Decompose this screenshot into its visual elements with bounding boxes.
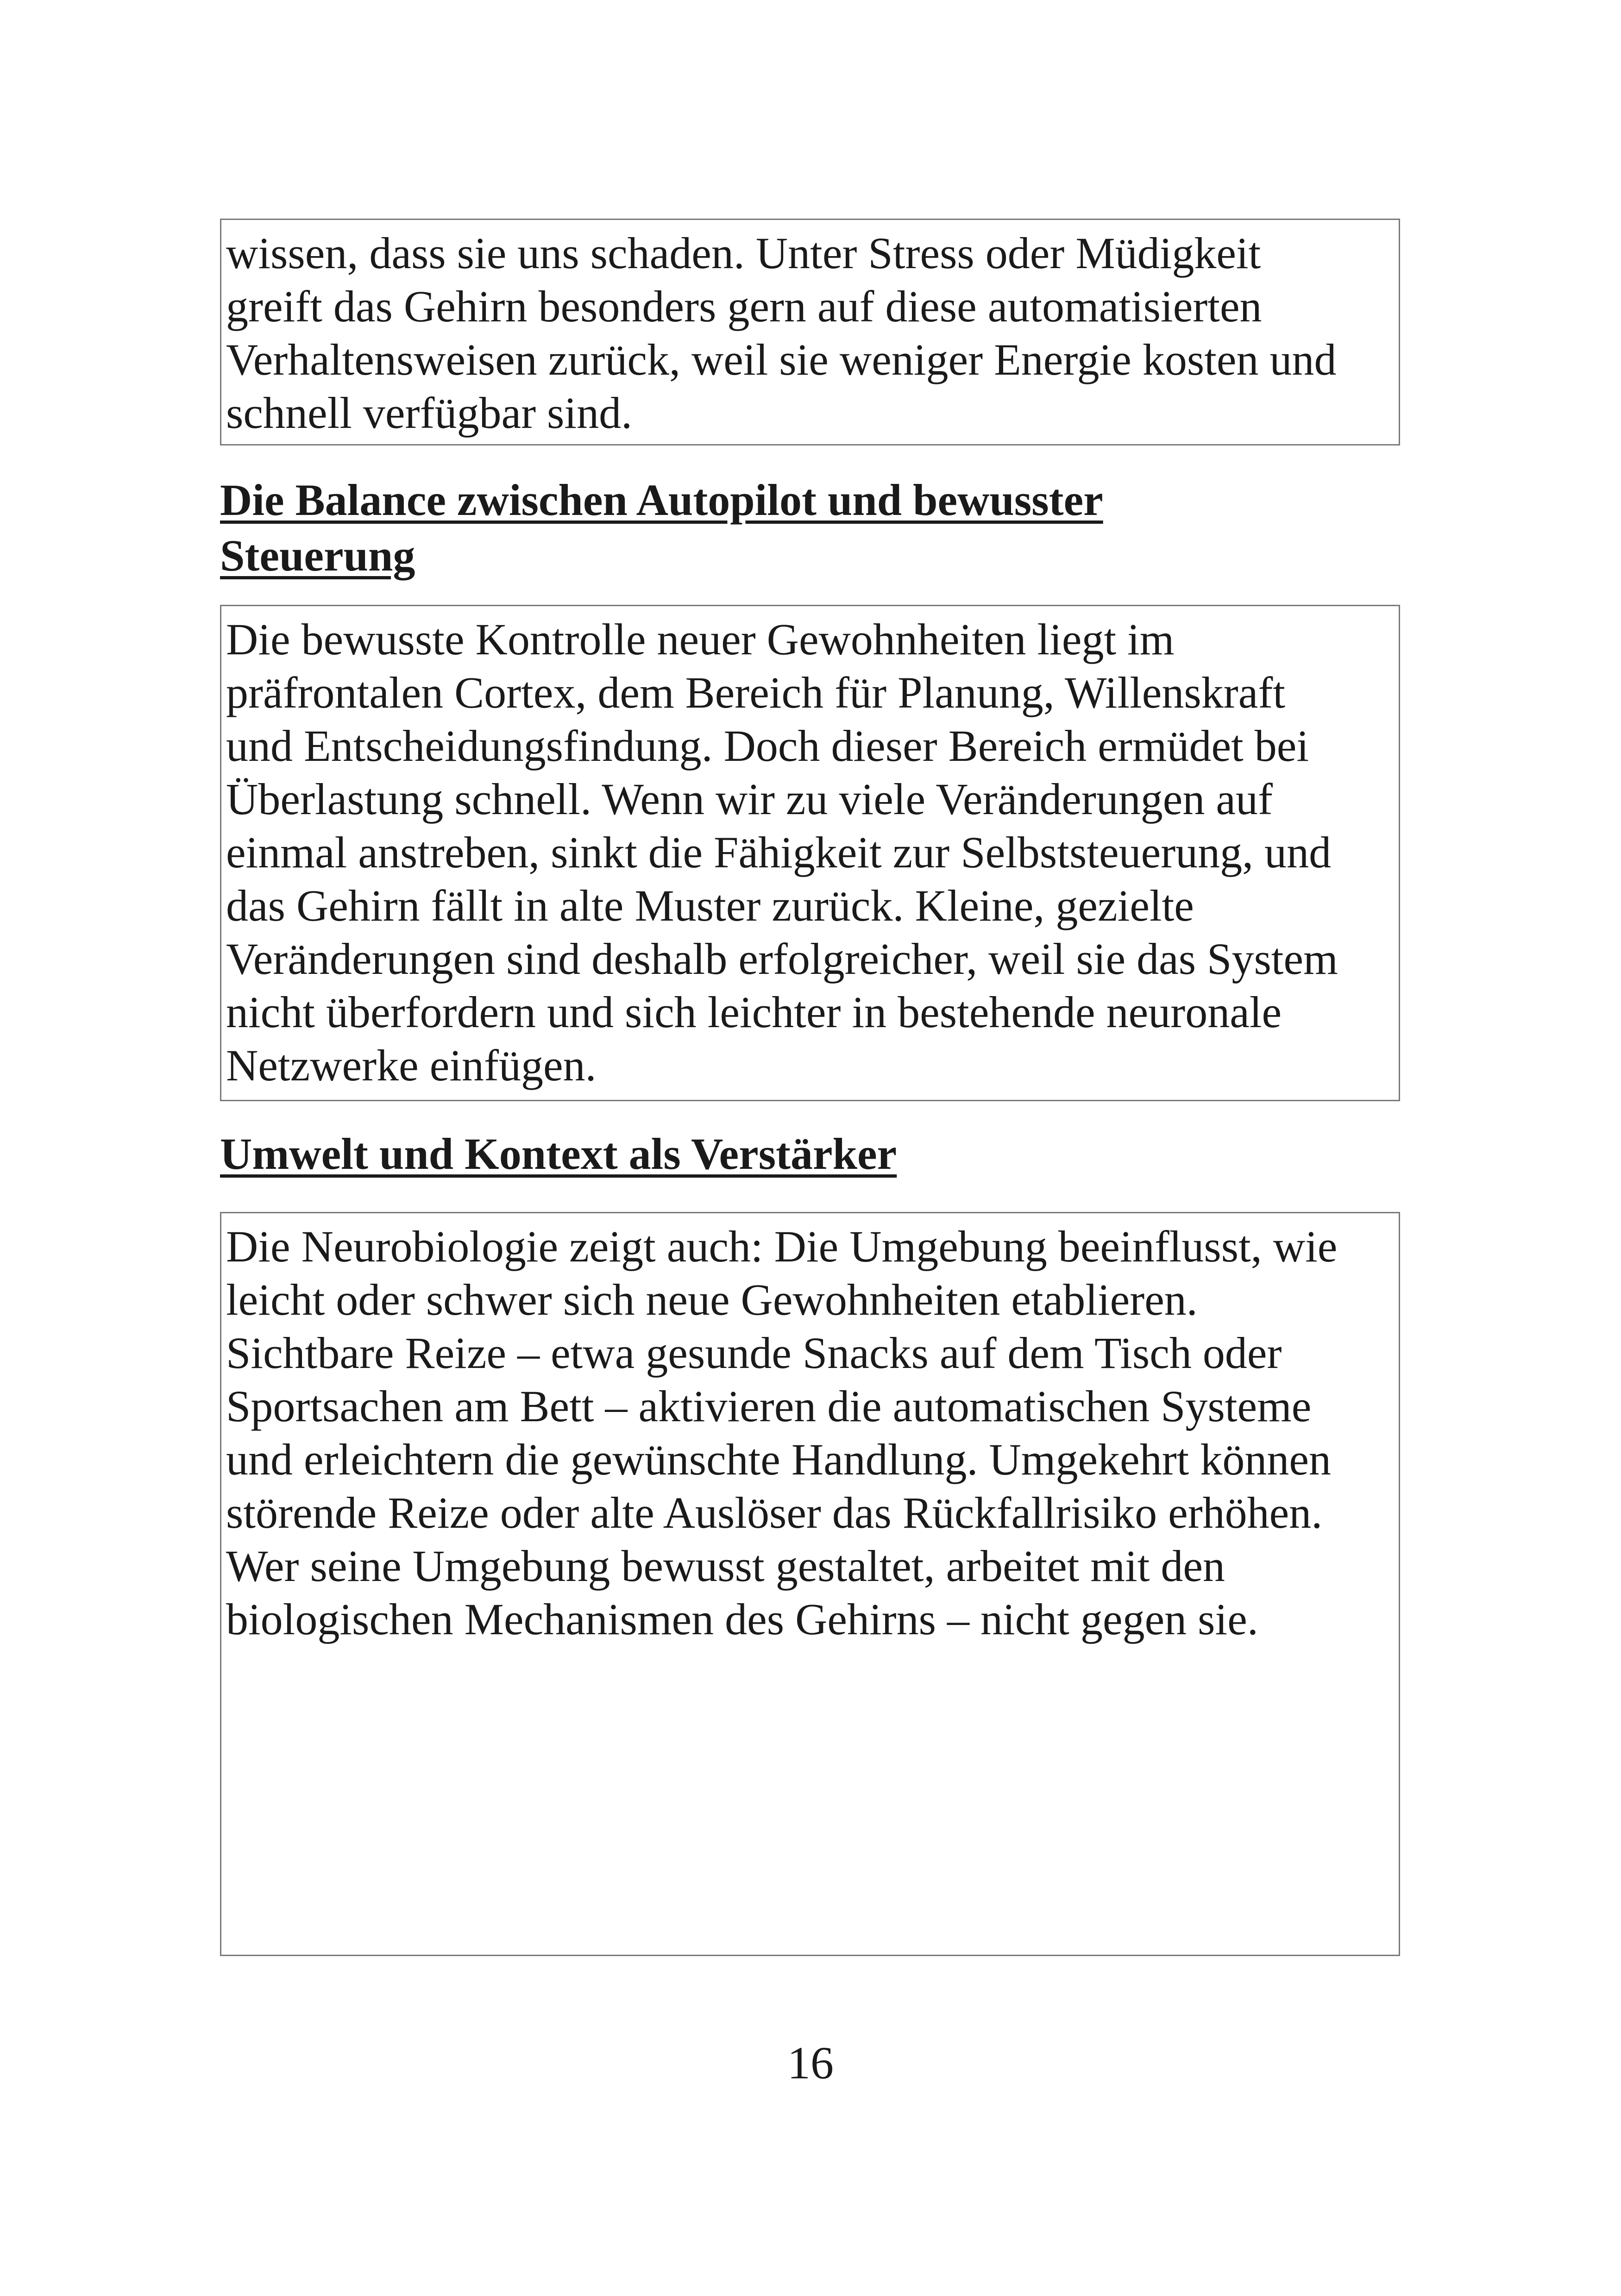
section-paragraph-umwelt: Die Neurobiologie zeigt auch: Die Umgebung beeinflusst, wie leicht oder schwer sich neue Gewohnheiten etablieren. Sichtbare Reize – etwa gesunde Snacks auf dem Tisch oder Sportsachen am Bett – aktivieren die automatischen Systeme und erleichtern die gewünschte Handlung. Umgekehrt können störende Reize oder alte Auslöser das Rückfallrisiko erhöhen. Wer seine Umgebung bewusst gestaltet, arbeitet mit den biologischen Mechanismen des Gehirns – nicht gegen sie. bbox=[226, 1222, 1338, 1644]
page-number: 16 bbox=[787, 2037, 834, 2089]
section-text-box-balance bbox=[220, 605, 1400, 1101]
section-heading-umwelt: Umwelt und Kontext als Verstärker bbox=[220, 1129, 897, 1179]
section-text-box-umwelt bbox=[220, 1212, 1400, 1956]
section-heading-balance: Die Balance zwischen Autopilot und bewusster Steuerung bbox=[220, 475, 1103, 580]
continuation-paragraph: wissen, dass sie uns schaden. Unter Stress oder Müdigkeit greift das Gehirn besonders gern auf diese automatisierten Verhaltensweisen zurück, weil sie weniger Energie kosten und schnell verfügbar sind. bbox=[226, 228, 1337, 438]
continuation-text-box bbox=[220, 219, 1400, 445]
section-paragraph-balance: Die bewusste Kontrolle neuer Gewohnheiten liegt im präfrontalen Cortex, dem Bereich für Planung, Willenskraft und Entscheidungsfindung. Doch dieser Bereich ermüdet bei Überlastung schnell. Wenn wir zu viele Veränderungen auf einmal anstreben, sinkt die Fähigkeit zur Selbststeuerung, und das Gehirn fällt in alte Muster zurück. Kleine, gezielte Veränderungen sind deshalb erfolgreicher, weil sie das System nicht überfordern und sich leichter in bestehende neuronale Netzwerke einfügen. bbox=[226, 615, 1338, 1090]
